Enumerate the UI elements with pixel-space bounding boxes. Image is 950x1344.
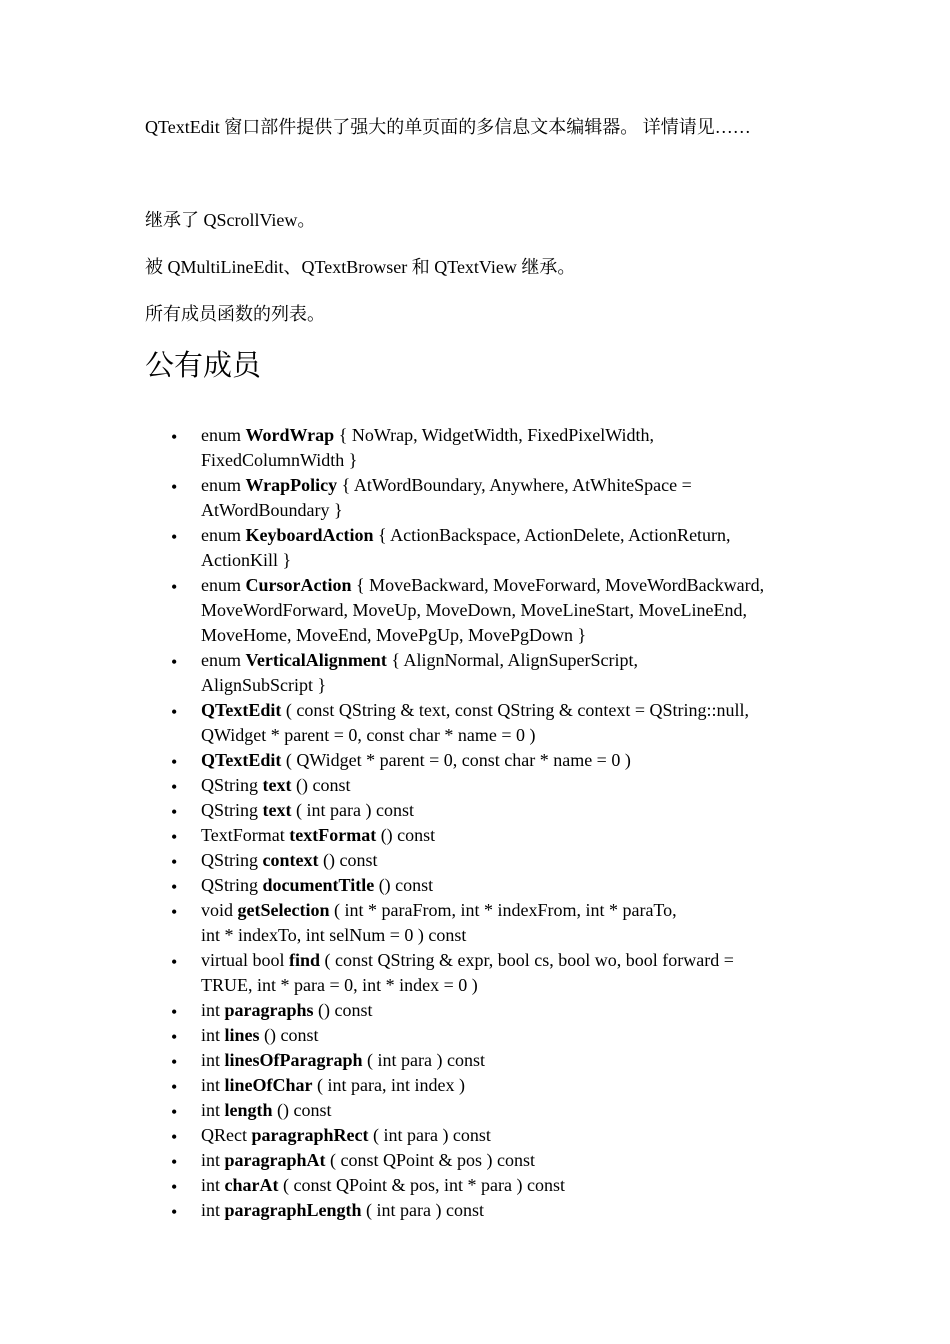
member-item	[0, 848, 811, 873]
member-suffix: ( const QPoint & pos, int * para ) const	[278, 1175, 565, 1195]
bullet-icon: •	[171, 527, 178, 547]
member-prefix: int	[201, 1150, 225, 1170]
member-signature	[201, 1025, 319, 1045]
member-suffix: ( int para ) const	[361, 1200, 485, 1220]
member-continuation: QWidget * parent = 0, const char * name = 0 )	[201, 725, 536, 745]
member-signature	[201, 950, 734, 970]
member-signature	[201, 1125, 491, 1145]
member-signature	[201, 875, 433, 895]
member-continuation: int * indexTo, int selNum = 0 ) const	[201, 925, 467, 945]
member-item	[0, 1148, 811, 1173]
member-suffix: () const	[318, 850, 378, 870]
member-name: WordWrap	[245, 425, 335, 445]
member-prefix: QString	[201, 775, 263, 795]
bullet-icon: •	[171, 902, 178, 922]
section-heading: 公有成员	[145, 350, 262, 382]
member-suffix: ( int * paraFrom, int * indexFrom, int * paraTo,	[329, 900, 677, 920]
member-item	[0, 1073, 811, 1098]
member-item	[0, 873, 811, 898]
member-continuation: AlignSubScript }	[201, 675, 327, 695]
bullet-icon: •	[171, 1102, 178, 1122]
member-continuation: MoveHome, MoveEnd, MovePgUp, MovePgDown }	[201, 625, 587, 645]
member-continuation: AtWordBoundary }	[201, 500, 343, 520]
member-signature	[201, 775, 350, 795]
member-suffix: () const	[272, 1100, 332, 1120]
bullet-icon: •	[171, 577, 178, 597]
member-signature	[201, 1000, 373, 1020]
member-item	[0, 523, 811, 573]
member-prefix: int	[201, 1050, 225, 1070]
member-name: text	[262, 775, 292, 795]
member-item	[0, 1198, 811, 1223]
member-continuation: FixedColumnWidth }	[201, 450, 358, 470]
member-item	[0, 798, 811, 823]
member-item	[0, 1023, 811, 1048]
member-prefix: QString	[201, 800, 263, 820]
member-prefix: int	[201, 1200, 225, 1220]
member-continuation: MoveWordForward, MoveUp, MoveDown, MoveLineStart, MoveLineEnd,	[201, 600, 747, 620]
member-prefix: QRect	[201, 1125, 252, 1145]
member-name: paragraphAt	[224, 1150, 326, 1170]
member-name: paragraphRect	[251, 1125, 369, 1145]
member-prefix: virtual bool	[201, 950, 289, 970]
member-prefix: int	[201, 1175, 225, 1195]
member-signature	[201, 650, 638, 670]
member-item	[0, 998, 811, 1023]
bullet-icon: •	[171, 802, 178, 822]
member-suffix: { AtWordBoundary, Anywhere, AtWhiteSpace =	[337, 475, 692, 495]
member-name: paragraphLength	[224, 1200, 362, 1220]
all-members-paragraph: 所有成员函数的列表。	[145, 304, 325, 324]
member-name: getSelection	[237, 900, 330, 920]
bullet-icon: •	[171, 477, 178, 497]
bullet-icon: •	[171, 777, 178, 797]
member-suffix: () const	[259, 1025, 319, 1045]
member-signature	[201, 1075, 465, 1095]
member-name: paragraphs	[224, 1000, 314, 1020]
member-name: lineOfChar	[224, 1075, 313, 1095]
member-name: find	[289, 950, 321, 970]
member-signature	[201, 800, 414, 820]
member-suffix: { ActionBackspace, ActionDelete, ActionReturn,	[373, 525, 731, 545]
member-item	[0, 473, 811, 523]
member-name: linesOfParagraph	[224, 1050, 363, 1070]
member-signature	[201, 1050, 485, 1070]
inherited-by-paragraph: 被 QMultiLineEdit、QTextBrowser 和 QTextView 继承。	[145, 257, 576, 277]
bullet-icon: •	[171, 1177, 178, 1197]
member-name: QTextEdit	[201, 750, 282, 770]
member-prefix: enum	[201, 650, 246, 670]
member-signature	[201, 825, 435, 845]
member-prefix: enum	[201, 475, 246, 495]
member-signature	[201, 475, 692, 495]
member-prefix: int	[201, 1000, 225, 1020]
member-signature	[201, 700, 749, 720]
member-item	[0, 823, 811, 848]
member-suffix: ( const QString & text, const QString & context = QString::null,	[281, 700, 749, 720]
member-name: text	[262, 800, 292, 820]
bullet-icon: •	[171, 752, 178, 772]
intro-paragraph: QTextEdit 窗口部件提供了强大的单页面的多信息文本编辑器。 详情请见……	[145, 117, 751, 137]
member-prefix: enum	[201, 525, 246, 545]
member-prefix: int	[201, 1025, 225, 1045]
member-suffix: { MoveBackward, MoveForward, MoveWordBackward,	[351, 575, 765, 595]
member-signature	[201, 575, 764, 595]
member-suffix: () const	[313, 1000, 373, 1020]
member-name: VerticalAlignment	[245, 650, 387, 670]
member-name: lines	[224, 1025, 260, 1045]
bullet-icon: •	[171, 1202, 178, 1222]
bullet-icon: •	[171, 952, 178, 972]
member-item	[0, 773, 811, 798]
bullet-icon: •	[171, 1152, 178, 1172]
member-suffix: ( int para ) const	[368, 1125, 491, 1145]
member-signature	[201, 1100, 332, 1120]
member-prefix: QString	[201, 875, 263, 895]
bullet-icon: •	[171, 1027, 178, 1047]
member-item	[0, 748, 811, 773]
member-item	[0, 698, 811, 748]
member-signature	[201, 850, 377, 870]
member-list	[0, 423, 950, 1223]
member-suffix: { AlignNormal, AlignSuperScript,	[386, 650, 638, 670]
bullet-icon: •	[171, 877, 178, 897]
member-name: charAt	[224, 1175, 279, 1195]
member-prefix: void	[201, 900, 238, 920]
bullet-icon: •	[171, 702, 178, 722]
member-name: context	[262, 850, 319, 870]
member-suffix: ( QWidget * parent = 0, const char * name = 0 )	[281, 750, 631, 770]
member-prefix: QString	[201, 850, 263, 870]
member-item	[0, 1048, 811, 1073]
member-item	[0, 573, 811, 648]
member-suffix: () const	[376, 825, 436, 845]
member-name: KeyboardAction	[245, 525, 374, 545]
bullet-icon: •	[171, 652, 178, 672]
member-name: CursorAction	[245, 575, 352, 595]
member-signature	[201, 750, 631, 770]
member-continuation: TRUE, int * para = 0, int * index = 0 )	[201, 975, 478, 995]
member-prefix: TextFormat	[201, 825, 290, 845]
member-signature	[201, 525, 731, 545]
member-signature	[201, 1175, 565, 1195]
member-item	[0, 1123, 811, 1148]
member-prefix: int	[201, 1075, 225, 1095]
member-suffix: () const	[374, 875, 434, 895]
member-item	[0, 423, 811, 473]
member-signature	[201, 1150, 535, 1170]
member-name: textFormat	[289, 825, 377, 845]
member-item	[0, 1173, 811, 1198]
member-name: QTextEdit	[201, 700, 282, 720]
bullet-icon: •	[171, 1127, 178, 1147]
member-name: documentTitle	[262, 875, 375, 895]
inherits-paragraph: 继承了 QScrollView。	[145, 210, 316, 230]
member-suffix: ( int para ) const	[291, 800, 414, 820]
member-suffix: () const	[291, 775, 351, 795]
member-suffix: ( int para, int index )	[312, 1075, 465, 1095]
member-item	[0, 1098, 811, 1123]
member-suffix: ( int para ) const	[362, 1050, 485, 1070]
member-signature	[201, 900, 677, 920]
member-item	[0, 948, 811, 998]
bullet-icon: •	[171, 1077, 178, 1097]
member-item	[0, 648, 811, 698]
bullet-icon: •	[171, 852, 178, 872]
bullet-icon: •	[171, 827, 178, 847]
bullet-icon: •	[171, 1002, 178, 1022]
member-prefix: enum	[201, 575, 246, 595]
member-suffix: ( const QString & expr, bool cs, bool wo, bool forward =	[320, 950, 734, 970]
member-prefix: int	[201, 1100, 225, 1120]
member-suffix: { NoWrap, WidgetWidth, FixedPixelWidth,	[334, 425, 655, 445]
member-suffix: ( const QPoint & pos ) const	[325, 1150, 536, 1170]
member-signature	[201, 1200, 484, 1220]
bullet-icon: •	[171, 427, 178, 447]
member-name: WrapPolicy	[245, 475, 338, 495]
bullet-icon: •	[171, 1052, 178, 1072]
member-signature	[201, 425, 654, 445]
member-name: length	[224, 1100, 273, 1120]
member-item	[0, 898, 811, 948]
member-prefix: enum	[201, 425, 246, 445]
member-continuation: ActionKill }	[201, 550, 292, 570]
